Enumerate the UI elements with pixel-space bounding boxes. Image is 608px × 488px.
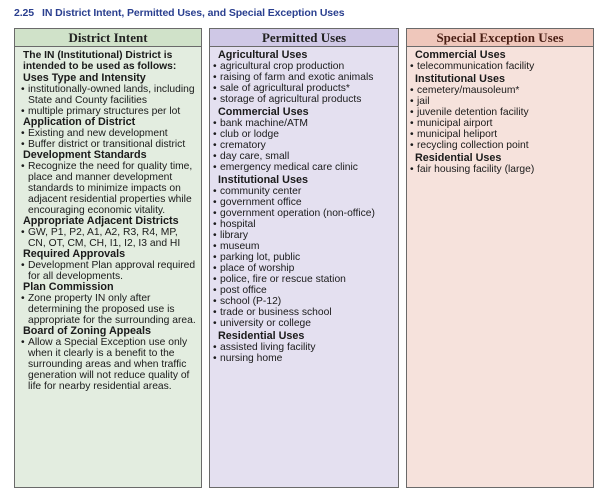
special-exception-item: • juvenile detention facility [410,107,589,118]
special-exception-item: • fair housing facility (large) [410,164,589,175]
intent-intro: The IN (Institutional) District is intended to be used as follows: [23,50,177,72]
special-exception-item: • municipal airport [410,118,589,129]
permitted-uses-column [209,28,399,488]
permitted-use-item: • bank machine/ATM [213,118,394,129]
permitted-use-item: • crematory [213,140,394,151]
permitted-use-item: • sale of agricultural products* [213,83,394,94]
permitted-use-item: • parking lot, public [213,252,394,263]
permitted-use-item: • university or college [213,318,394,329]
permitted-use-item: • school (P-12) [213,296,394,307]
permitted-uses-header: Permitted Uses [210,29,398,47]
permitted-use-item: • museum [213,241,394,252]
permitted-use-item: • storage of agricultural products [213,94,394,105]
intent-item: • Buffer district or transitional district [21,139,197,150]
special-exception-item: • cemetery/mausoleum* [410,85,589,96]
permitted-use-section-title: Residential Uses [218,330,305,342]
intent-item: • Zone property IN only after determining the proposed use is appropriate for the surrounding area. [21,293,197,326]
intent-item: • multiple primary structures per lot [21,106,197,117]
permitted-use-item: • club or lodge [213,129,394,140]
intent-item: • Existing and new development [21,128,197,139]
intent-section-title: Plan Commission [23,281,114,293]
intent-item: • Development Plan approval required for all developments. [21,260,197,282]
special-exception-item: • jail [410,96,589,107]
permitted-use-section-title: Commercial Uses [218,106,309,118]
permitted-use-section-title: Agricultural Uses [218,49,308,61]
permitted-use-item: • assisted living facility [213,342,394,353]
special-exception-section-title: Institutional Uses [415,73,505,85]
permitted-use-item: • hospital [213,219,394,230]
permitted-use-item: • library [213,230,394,241]
permitted-use-item: • agricultural crop production [213,61,394,72]
special-exception-section-title: Residential Uses [415,152,502,164]
permitted-use-item: • raising of farm and exotic animals [213,72,394,83]
permitted-use-item: • nursing home [213,353,394,364]
permitted-use-item: • community center [213,186,394,197]
intent-sections [21,73,197,392]
special-exception-item: • municipal heliport [410,129,589,140]
intent-section-title: Required Approvals [23,248,126,260]
permitted-use-item: • day care, small [213,151,394,162]
permitted-use-item: • police, fire or rescue station [213,274,394,285]
permitted-use-item: • post office [213,285,394,296]
intent-section-title: Development Standards [23,149,147,161]
intent-item: • institutionally-owned lands, including State and County facilities [21,84,197,106]
special-exception-header: Special Exception Uses [407,29,593,47]
intent-section-title: Uses Type and Intensity [23,72,146,84]
permitted-use-item: • trade or business school [213,307,394,318]
intent-item: • Recognize the need for quality time, place and manner development standards to minimize impacts on adjacent residential properties while encouraging economic vitality. [21,161,197,216]
intent-section-title: Application of District [23,116,136,128]
special-exception-item: • telecommunication facility [410,61,589,72]
district-intent-body [15,47,201,392]
section-title: IN District Intent, Permitted Uses, and Special Exception Uses [42,7,345,19]
permitted-use-item: • emergency medical care clinic [213,162,394,173]
permitted-use-item: • government operation (non-office) [213,208,394,219]
permitted-use-section-title: Institutional Uses [218,174,308,186]
section-number: 2.25 [14,7,35,19]
permitted-use-item: • government office [213,197,394,208]
special-exception-section-title: Commercial Uses [415,49,506,61]
district-intent-header: District Intent [15,29,201,47]
special-exception-column [406,28,594,488]
page-title [14,7,345,19]
intent-item: • GW, P1, P2, A1, A2, R3, R4, MP, CN, OT, CM, CH, I1, I2, I3 and HI [21,227,197,249]
intent-section-title: Board of Zoning Appeals [23,325,151,337]
permitted-use-item: • place of worship [213,263,394,274]
special-exception-body [407,47,593,175]
intent-item: • Allow a Special Exception use only when it clearly is a benefit to the surrounding areas and when traffic generation will not reduce quality of life for nearby residential areas. [21,337,197,392]
district-intent-column [14,28,202,488]
permitted-uses-body [210,47,398,364]
special-exception-item: • recycling collection point [410,140,589,151]
intent-section-title: Appropriate Adjacent Districts [23,215,179,227]
